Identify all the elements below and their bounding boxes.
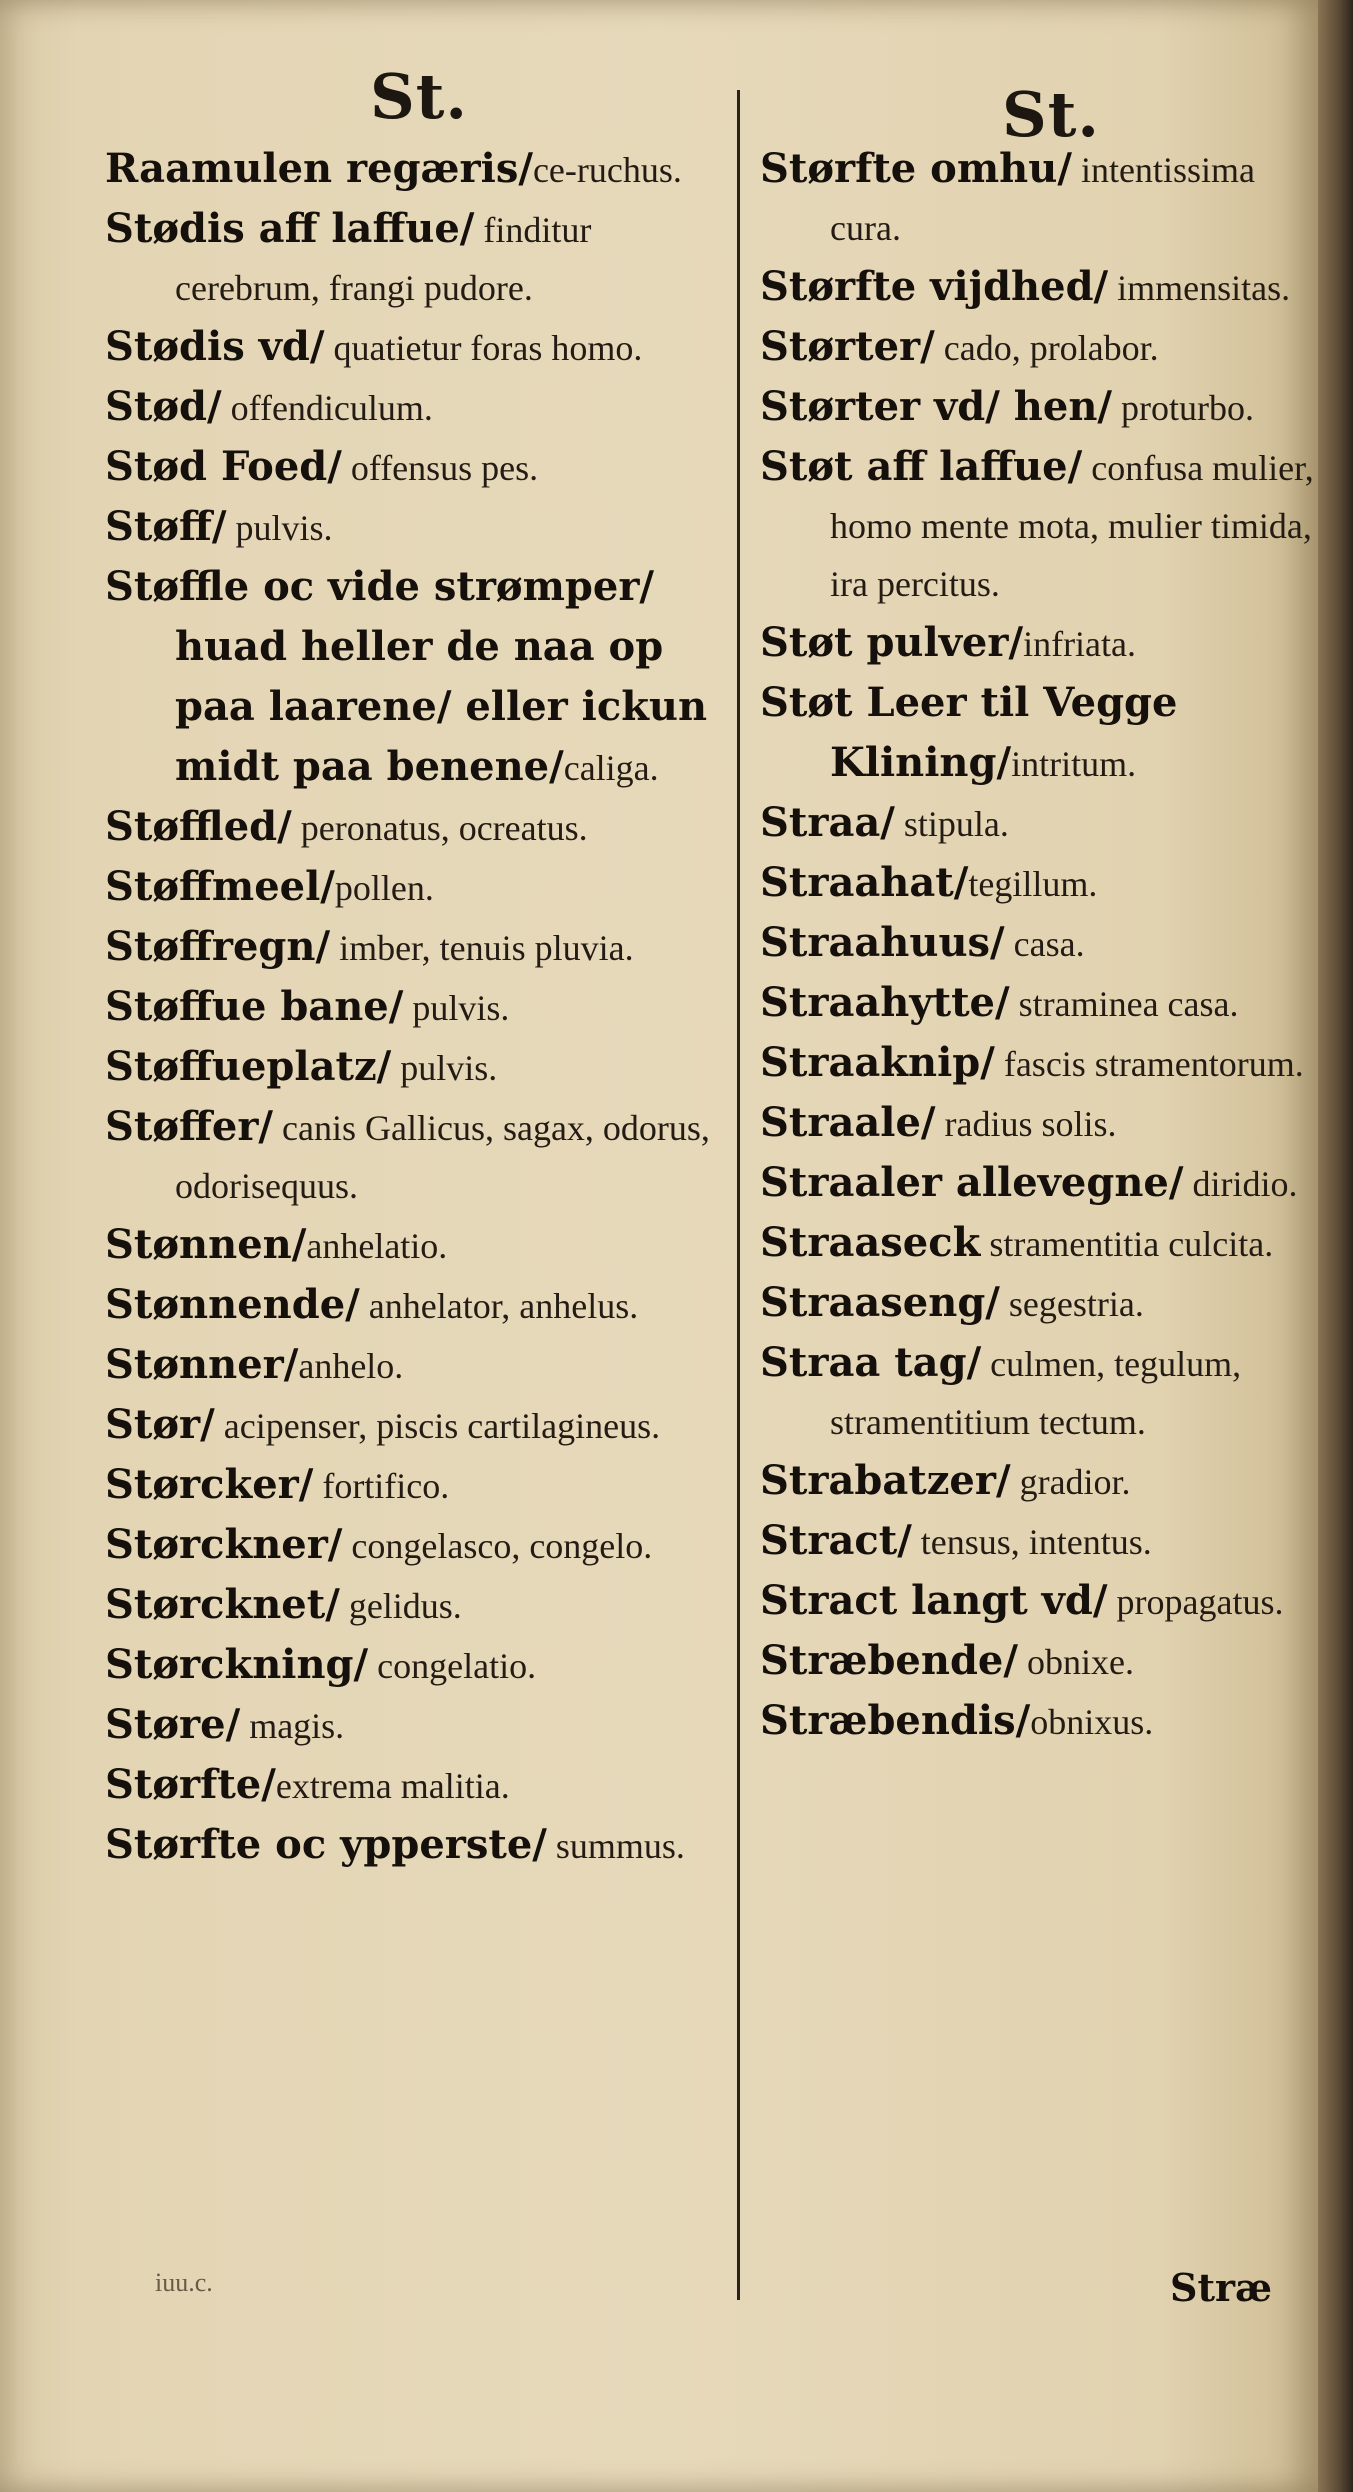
gloss: tensus, intentus. [911,1522,1152,1562]
right-column [760,140,1315,1752]
dictionary-entry [105,438,725,498]
dictionary-entry [760,1572,1315,1632]
gloss: diridio. [1183,1164,1298,1204]
gloss: stramentitia culcita. [980,1224,1274,1264]
column-divider [737,90,740,2300]
left-entries [105,200,725,1876]
gloss: canis Gallicus, sagax, odorus, odorisequus. [175,1108,710,1206]
gloss: immensitas. [1108,268,1291,308]
dictionary-entry [760,258,1315,318]
dictionary-entry [105,858,725,918]
continuation-entry [105,140,725,200]
dictionary-entry [760,614,1315,674]
gloss: radius solis. [935,1104,1117,1144]
headword: Størter/ [760,323,935,370]
page-header-left: St. [370,60,468,133]
headword: Straaknip/ [760,1039,995,1086]
gloss: pollen. [334,868,434,908]
headword: Støffer/ [105,1103,274,1150]
gloss: extrema malitia. [275,1766,510,1806]
gloss: quatietur foras homo. [324,328,643,368]
dictionary-entry [760,794,1315,854]
headword: Størcknet/ [105,1581,340,1628]
headword: Støffle oc vide strømper/ huad heller de naa op paa laarene/ eller ickun midt paa benene/ [105,563,708,790]
dictionary-entry [760,1094,1315,1154]
dictionary-entry [105,1696,725,1756]
dictionary-entry [760,674,1315,794]
gloss: ce-ruchus. [532,150,682,190]
dictionary-entry [105,1576,725,1636]
gloss: gradior. [1010,1462,1131,1502]
gloss: summus. [546,1826,685,1866]
gloss: propagatus. [1107,1582,1284,1622]
gloss: infriata. [1023,624,1137,664]
right-entries [760,140,1315,1752]
dictionary-entry [760,1452,1315,1512]
gloss: anhelator, anhelus. [359,1286,639,1326]
headword: Størfte/ [105,1761,276,1808]
gloss: magis. [240,1706,345,1746]
headword: Stønnen/ [105,1221,307,1268]
left-column [105,140,725,1876]
headword: Stød/ [105,383,222,430]
gloss: acipenser, piscis cartilagineus. [214,1406,661,1446]
headword: Straahuus/ [760,919,1005,966]
dictionary-entry [105,978,725,1038]
dictionary-entry [105,558,725,798]
dictionary-entry [105,1216,725,1276]
headword: Støre/ [105,1701,241,1748]
gloss: imber, tenuis pluvia. [330,928,634,968]
dictionary-entry [105,1396,725,1456]
gloss: fortifico. [313,1466,450,1506]
headword: Størfte oc ypperste/ [105,1821,547,1868]
headword: Støffueplatz/ [105,1043,392,1090]
gloss: pulvis. [403,988,510,1028]
dictionary-entry [105,918,725,978]
headword: Størckning/ [105,1641,369,1688]
dictionary-entry [760,1034,1315,1094]
dictionary-entry [105,1816,725,1876]
gloss: pulvis. [226,508,333,548]
headword: Stract langt vd/ [760,1577,1108,1624]
gloss: offendiculum. [221,388,433,428]
gloss: obnixe. [1017,1642,1134,1682]
headword: Stødis aff laffue/ [105,205,475,252]
headword: Stød Foed/ [105,443,342,490]
dictionary-entry [760,1334,1315,1452]
gloss: fascis stramentorum. [994,1044,1304,1084]
headword: Straa tag/ [760,1339,982,1386]
gloss: congelasco, congelo. [342,1526,653,1566]
headword: Størckner/ [105,1521,343,1568]
dictionary-entry [105,1456,725,1516]
headword: Stræbende/ [760,1637,1018,1684]
headword: Størcker/ [105,1461,314,1508]
dictionary-entry [105,378,725,438]
headword: Størfte omhu/ [760,145,1072,192]
dictionary-entry [760,140,1315,258]
dictionary-entry [760,1274,1315,1334]
dictionary-entry [760,974,1315,1034]
dictionary-entry [760,854,1315,914]
headword: Stønnende/ [105,1281,360,1328]
gloss: finditur cerebrum, frangi pudore. [175,210,592,308]
gloss: stipula. [894,804,1009,844]
headword: Strabatzer/ [760,1457,1011,1504]
gloss: intentissima cura. [830,150,1255,248]
headword: Støffue bane/ [105,983,404,1030]
gloss: straminea casa. [1009,984,1239,1024]
dictionary-entry [760,1154,1315,1214]
book-edge [1318,0,1353,2492]
page-header-right: St. [1002,78,1100,151]
gloss: casa. [1004,924,1085,964]
headword: Støffregn/ [105,923,331,970]
dictionary-entry [105,1098,725,1216]
gloss: proturbo. [1112,388,1254,428]
headword: Stønner/ [105,1341,299,1388]
gloss: cado, prolabor. [934,328,1159,368]
headword: Størter vd/ hen/ [760,383,1113,430]
headword: Stræbendis/ [760,1697,1031,1744]
headword: Støff/ [105,503,227,550]
gloss: peronatus, ocreatus. [291,808,588,848]
headword: Støt Leer til Vegge Klining/ [760,679,1178,786]
dictionary-entry [105,1336,725,1396]
gloss: intritum. [1011,744,1137,784]
bottom-mark: iuu.c. [155,2268,213,2297]
dictionary-entry [760,438,1315,614]
headword: Straa/ [760,799,895,846]
headword: Stødis vd/ [105,323,325,370]
gloss: caliga. [563,748,659,788]
gloss: offensus pes. [341,448,539,488]
dictionary-entry [105,318,725,378]
dictionary-entry [105,200,725,318]
dictionary-entry [105,798,725,858]
gloss: culmen, tegulum, stramentitium tectum. [830,1344,1242,1442]
dictionary-entry [105,1038,725,1098]
gloss: pulvis. [391,1048,498,1088]
headword: Straaseng/ [760,1279,1000,1326]
dictionary-entry [105,1276,725,1336]
dictionary-entry [105,1636,725,1696]
dictionary-entry [760,1214,1315,1274]
headword: Støt pulver/ [760,619,1024,666]
headword: Størfte vijdhed/ [760,263,1109,310]
dictionary-entry [760,318,1315,378]
dictionary-entry [760,1632,1315,1692]
gloss: congelatio. [368,1646,537,1686]
gloss: anhelo. [298,1346,404,1386]
dictionary-entry [760,378,1315,438]
gloss: tegillum. [968,864,1098,904]
dictionary-entry [760,1692,1315,1752]
headword: Raamulen regæris/ [105,145,533,192]
headword: Straaler allevegne/ [760,1159,1184,1206]
headword: Straale/ [760,1099,936,1146]
headword: Støt aff laffue/ [760,443,1083,490]
gloss: segestria. [999,1284,1144,1324]
dictionary-entry [105,1756,725,1816]
dictionary-entry [760,1512,1315,1572]
gloss: obnixus. [1030,1702,1154,1742]
gloss: anhelatio. [306,1226,448,1266]
headword: Stract/ [760,1517,912,1564]
gloss: confusa mulier, homo mente mota, mulier timida, ira percitus. [830,448,1314,604]
headword: Straahytte/ [760,979,1010,1026]
headword: Straahat/ [760,859,969,906]
headword: Straaseck [760,1219,981,1266]
catchword: Stræ [1170,2265,1273,2310]
gloss: gelidus. [339,1586,462,1626]
headword: Støffled/ [105,803,292,850]
dictionary-entry [760,914,1315,974]
headword: Støffmeel/ [105,863,335,910]
dictionary-entry [105,1516,725,1576]
dictionary-entry [105,498,725,558]
headword: Stør/ [105,1401,215,1448]
